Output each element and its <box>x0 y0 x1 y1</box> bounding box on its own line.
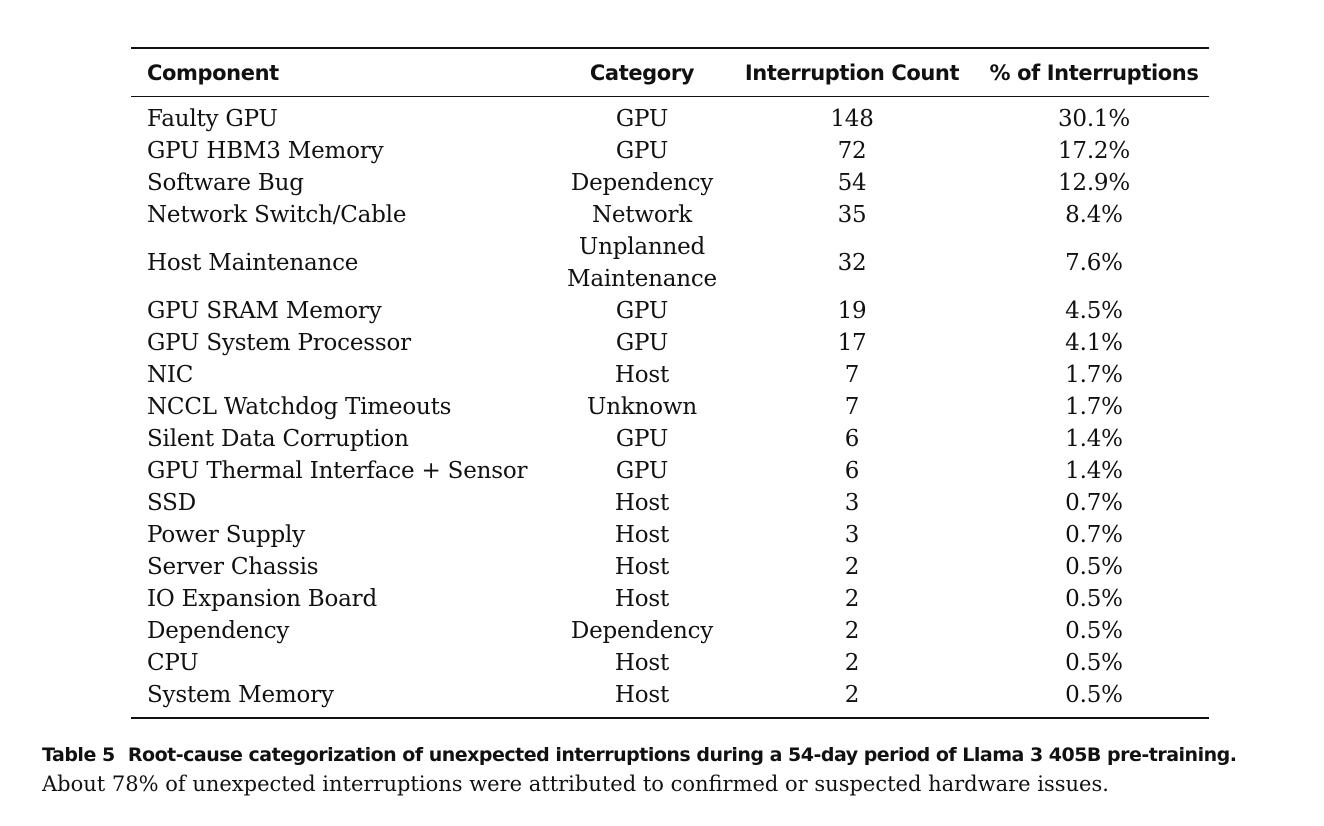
count-cell: 2 <box>844 682 860 708</box>
count-cell: 2 <box>844 650 860 676</box>
component-cell: GPU System Processor <box>147 330 411 356</box>
table-row <box>131 391 1209 423</box>
table-row <box>131 167 1209 199</box>
percent-cell: 0.7% <box>1065 490 1123 516</box>
component-cell: GPU HBM3 Memory <box>147 138 384 164</box>
component-cell: Faulty GPU <box>147 106 278 132</box>
count-cell: 7 <box>844 394 860 420</box>
percent-cell: 1.4% <box>1065 426 1123 452</box>
component-cell: Server Chassis <box>147 554 319 580</box>
table-row <box>131 551 1209 583</box>
table-body <box>131 97 1209 717</box>
table-row <box>131 231 1209 295</box>
table-row <box>131 615 1209 647</box>
caption-text: About 78% of unexpected interruptions were attributed to confirmed or suspected hardware issues. <box>42 772 1109 796</box>
percent-cell: 17.2% <box>1057 138 1131 164</box>
header-interruption-count: Interruption Count <box>744 60 960 85</box>
percent-cell: 1.7% <box>1065 394 1123 420</box>
percent-cell: 7.6% <box>1065 250 1123 276</box>
count-cell: 148 <box>830 106 874 132</box>
category-cell: Host <box>614 362 670 388</box>
category-cell: GPU <box>615 330 669 356</box>
component-cell: GPU Thermal Interface + Sensor <box>147 458 528 484</box>
percent-cell: 0.7% <box>1065 522 1123 548</box>
table-row <box>131 295 1209 327</box>
percent-cell: 0.5% <box>1065 618 1123 644</box>
count-cell: 32 <box>837 250 867 276</box>
component-cell: Host Maintenance <box>147 250 359 276</box>
category-cell: Host <box>614 586 670 612</box>
percent-cell: 1.4% <box>1065 458 1123 484</box>
component-cell: NIC <box>147 362 194 388</box>
header-component: Component <box>147 60 279 85</box>
caption-label: Table 5 <box>42 744 115 766</box>
table-row <box>131 327 1209 359</box>
count-cell: 54 <box>837 170 867 196</box>
percent-cell: 12.9% <box>1057 170 1131 196</box>
count-cell: 6 <box>844 426 860 452</box>
category-cell: Dependency <box>570 170 714 196</box>
component-cell: CPU <box>147 650 199 676</box>
category-cell: Host <box>614 522 670 548</box>
interruptions-table-container <box>131 47 1209 719</box>
percent-cell: 30.1% <box>1057 106 1131 132</box>
category-cell: Host <box>614 650 670 676</box>
count-cell: 2 <box>844 618 860 644</box>
category-cell: Unknown <box>587 394 697 420</box>
table-bottom-rule <box>131 717 1209 719</box>
category-cell: Host <box>614 682 670 708</box>
table-row <box>131 583 1209 615</box>
table-row <box>131 455 1209 487</box>
percent-cell: 0.5% <box>1065 650 1123 676</box>
header-category: Category <box>589 60 695 85</box>
component-cell: Software Bug <box>147 170 304 196</box>
category-cell: Network <box>591 202 693 228</box>
interruptions-table-body <box>131 97 1209 717</box>
percent-cell: 0.5% <box>1065 586 1123 612</box>
count-cell: 3 <box>844 490 860 516</box>
percent-cell: 4.5% <box>1065 298 1123 324</box>
category-cell: Unplanned Maintenance <box>567 234 717 292</box>
caption-title: Root-cause categorization of unexpected interruptions during a 54-day period of Llama 3 405B pre-training. <box>127 744 1237 766</box>
count-cell: 6 <box>844 458 860 484</box>
count-cell: 2 <box>844 554 860 580</box>
category-cell: Dependency <box>570 618 714 644</box>
table-row <box>131 519 1209 551</box>
table-row <box>131 359 1209 391</box>
percent-cell: 1.7% <box>1065 362 1123 388</box>
category-cell: GPU <box>615 106 669 132</box>
table-caption <box>42 740 1302 799</box>
table-row <box>131 199 1209 231</box>
count-cell: 7 <box>844 362 860 388</box>
count-cell: 72 <box>837 138 867 164</box>
table-row <box>131 423 1209 455</box>
component-cell: Power Supply <box>147 522 305 548</box>
count-cell: 19 <box>837 298 867 324</box>
component-cell: Dependency <box>147 618 290 644</box>
component-cell: SSD <box>147 490 196 516</box>
category-cell: GPU <box>615 426 669 452</box>
percent-cell: 4.1% <box>1065 330 1123 356</box>
category-cell: GPU <box>615 138 669 164</box>
interruptions-table <box>131 49 1209 96</box>
table-row <box>131 97 1209 135</box>
header-percent-of-interruptions: % of Interruptions <box>989 60 1199 85</box>
category-cell: GPU <box>615 458 669 484</box>
component-cell: Silent Data Corruption <box>147 426 409 452</box>
category-cell: GPU <box>615 298 669 324</box>
count-cell: 3 <box>844 522 860 548</box>
count-cell: 2 <box>844 586 860 612</box>
component-cell: NCCL Watchdog Timeouts <box>147 394 452 420</box>
header-row <box>131 49 1209 96</box>
table-row <box>131 135 1209 167</box>
table-row <box>131 679 1209 717</box>
component-cell: Network Switch/Cable <box>147 202 407 228</box>
category-cell: Host <box>614 490 670 516</box>
table-row <box>131 647 1209 679</box>
count-cell: 35 <box>837 202 867 228</box>
percent-cell: 0.5% <box>1065 554 1123 580</box>
table-row <box>131 487 1209 519</box>
component-cell: GPU SRAM Memory <box>147 298 382 324</box>
category-cell: Host <box>614 554 670 580</box>
component-cell: IO Expansion Board <box>147 586 377 612</box>
percent-cell: 0.5% <box>1065 682 1123 708</box>
count-cell: 17 <box>837 330 867 356</box>
table-header <box>131 49 1209 96</box>
component-cell: System Memory <box>147 682 334 708</box>
percent-cell: 8.4% <box>1065 202 1123 228</box>
